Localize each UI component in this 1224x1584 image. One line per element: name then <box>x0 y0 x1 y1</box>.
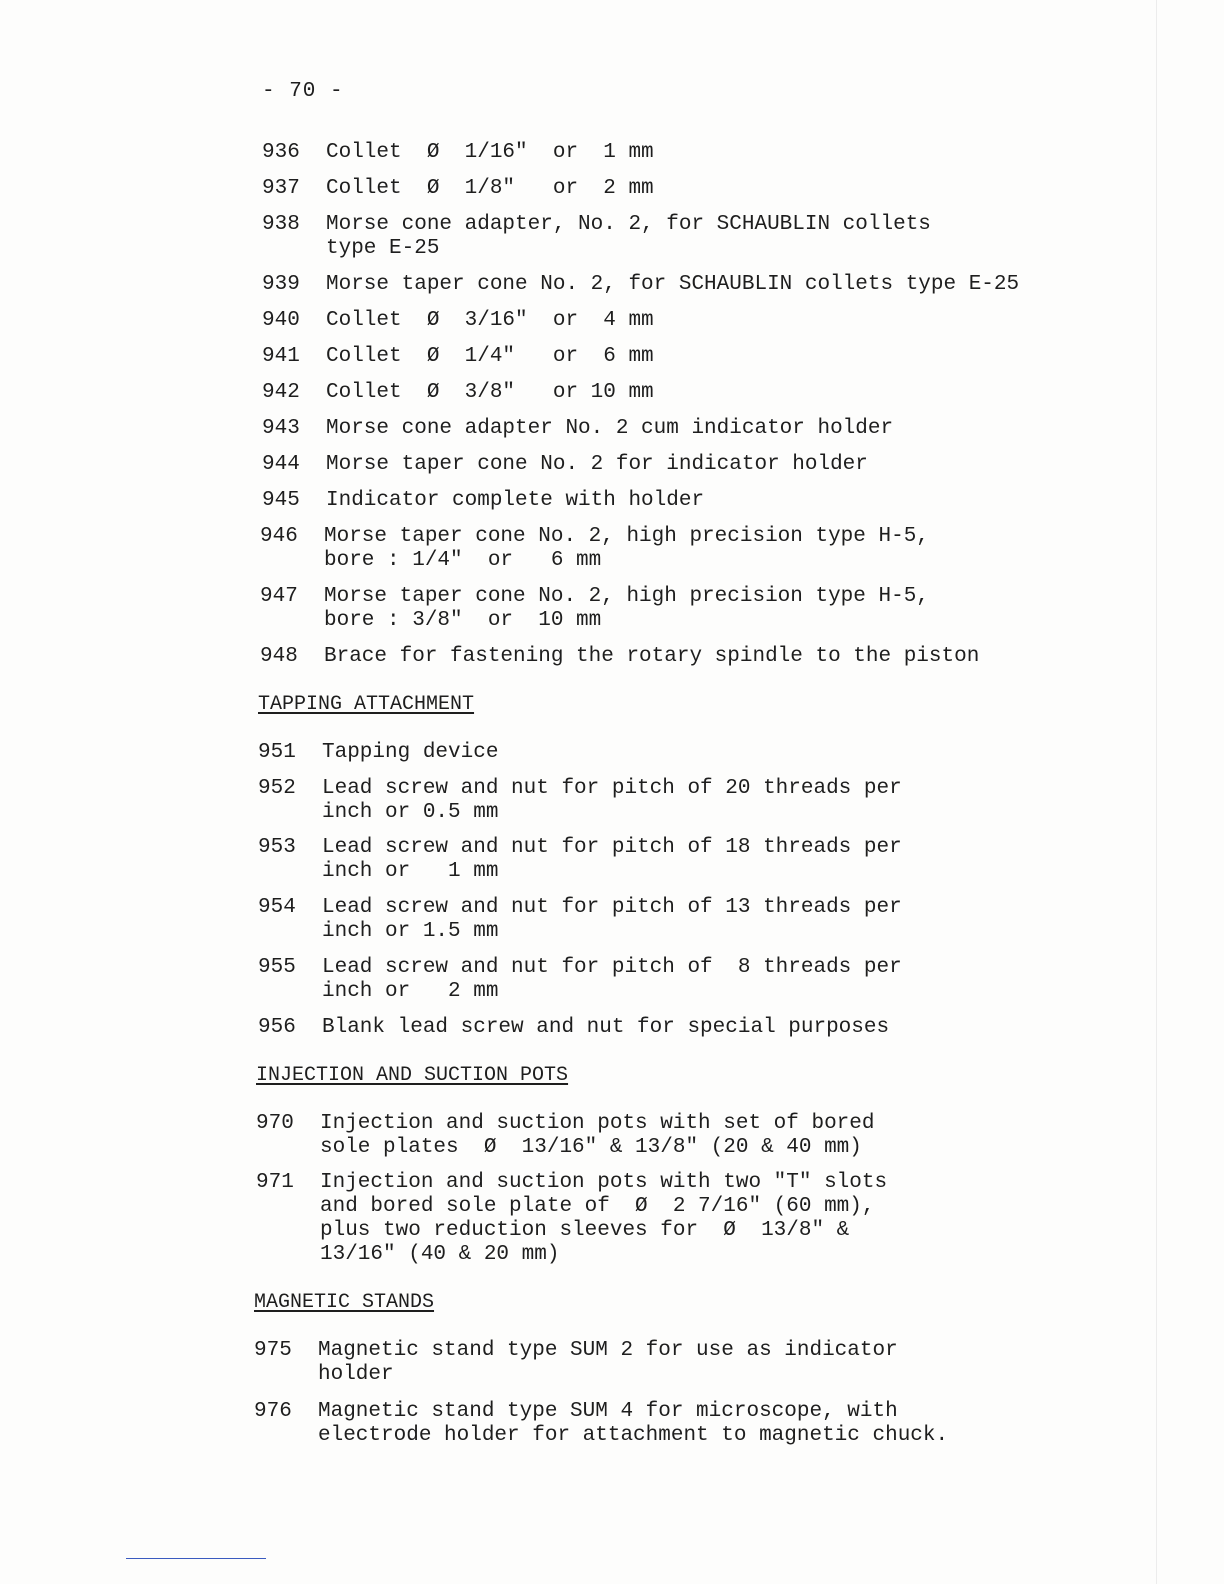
item-description-line: Injection and suction pots with two "T" slots <box>320 1171 888 1194</box>
item-number: 946 <box>260 525 298 548</box>
item-number: 939 <box>262 273 300 296</box>
item-number: 952 <box>258 777 296 800</box>
item-description-line: holder <box>318 1363 394 1386</box>
item-number: 976 <box>254 1400 292 1423</box>
item-description-line: bore : 3/8" or 10 mm <box>324 609 602 632</box>
item-number: 937 <box>262 177 300 200</box>
section-heading: INJECTION AND SUCTION POTS <box>256 1064 569 1087</box>
item-description-line: Magnetic stand type SUM 2 for use as indicator <box>318 1339 898 1362</box>
item-number: 956 <box>258 1016 296 1039</box>
item-description-line: sole plates Ø 13/16" & 13/8" (20 & 40 mm) <box>320 1136 862 1159</box>
item-description-line: Tapping device <box>322 741 499 764</box>
item-description-line: Magnetic stand type SUM 4 for microscope, with <box>318 1400 898 1423</box>
section-heading: TAPPING ATTACHMENT <box>258 693 475 716</box>
item-description-line: Injection and suction pots with set of bored <box>320 1112 875 1135</box>
item-description-line: Morse cone adapter, No. 2, for SCHAUBLIN collets <box>326 213 931 236</box>
item-description-line: Collet Ø 1/4" or 6 mm <box>326 345 654 368</box>
footer-rule <box>126 1558 266 1559</box>
item-description-line: Morse taper cone No. 2 for indicator holder <box>326 453 868 476</box>
item-description-line: bore : 1/4" or 6 mm <box>324 549 602 572</box>
item-description-line: 13/16" (40 & 20 mm) <box>320 1243 560 1266</box>
item-description-line: and bored sole plate of Ø 2 7/16" (60 mm), <box>320 1195 875 1218</box>
item-number: 945 <box>262 489 300 512</box>
item-description-line: Collet Ø 3/16" or 4 mm <box>326 309 654 332</box>
item-description-line: Collet Ø 3/8" or 10 mm <box>326 381 654 404</box>
item-description-line: Lead screw and nut for pitch of 18 threads per <box>322 836 902 859</box>
item-number: 951 <box>258 741 296 764</box>
item-number: 941 <box>262 345 300 368</box>
item-number: 971 <box>256 1171 294 1194</box>
item-number: 975 <box>254 1339 292 1362</box>
item-description-line: inch or 0.5 mm <box>322 801 499 824</box>
item-number: 947 <box>260 585 298 608</box>
item-description-line: Collet Ø 1/16" or 1 mm <box>326 141 654 164</box>
item-number: 943 <box>262 417 300 440</box>
item-number: 948 <box>260 645 298 668</box>
item-description-line: Morse taper cone No. 2, high precision type H-5, <box>324 525 929 548</box>
page-edge-shadow <box>1156 0 1157 1584</box>
item-number: 938 <box>262 213 300 236</box>
item-description-line: inch or 2 mm <box>322 980 499 1003</box>
item-number: 970 <box>256 1112 294 1135</box>
item-description-line: Morse taper cone No. 2, high precision type H-5, <box>324 585 929 608</box>
item-description-line: inch or 1.5 mm <box>322 920 499 943</box>
item-description-line: Lead screw and nut for pitch of 13 threads per <box>322 896 902 919</box>
item-number: 955 <box>258 956 296 979</box>
item-description-line: electrode holder for attachment to magnetic chuck. <box>318 1424 949 1447</box>
item-description-line: Morse taper cone No. 2, for SCHAUBLIN collets type E-25 <box>326 273 1020 296</box>
item-description-line: type E-25 <box>326 237 440 260</box>
item-description-line: Morse cone adapter No. 2 cum indicator holder <box>326 417 894 440</box>
item-description-line: Brace for fastening the rotary spindle to the piston <box>324 645 980 668</box>
item-description-line: inch or 1 mm <box>322 860 499 883</box>
item-number: 944 <box>262 453 300 476</box>
item-description-line: plus two reduction sleeves for Ø 13/8" & <box>320 1219 850 1242</box>
item-number: 940 <box>262 309 300 332</box>
page-number: - 70 - <box>262 80 344 103</box>
section-heading: MAGNETIC STANDS <box>254 1291 435 1314</box>
item-description-line: Collet Ø 1/8" or 2 mm <box>326 177 654 200</box>
item-number: 936 <box>262 141 300 164</box>
item-description-line: Lead screw and nut for pitch of 20 threads per <box>322 777 902 800</box>
item-number: 954 <box>258 896 296 919</box>
item-description-line: Blank lead screw and nut for special purposes <box>322 1016 890 1039</box>
item-description-line: Lead screw and nut for pitch of 8 threads per <box>322 956 902 979</box>
item-number: 953 <box>258 836 296 859</box>
item-description-line: Indicator complete with holder <box>326 489 705 512</box>
item-number: 942 <box>262 381 300 404</box>
